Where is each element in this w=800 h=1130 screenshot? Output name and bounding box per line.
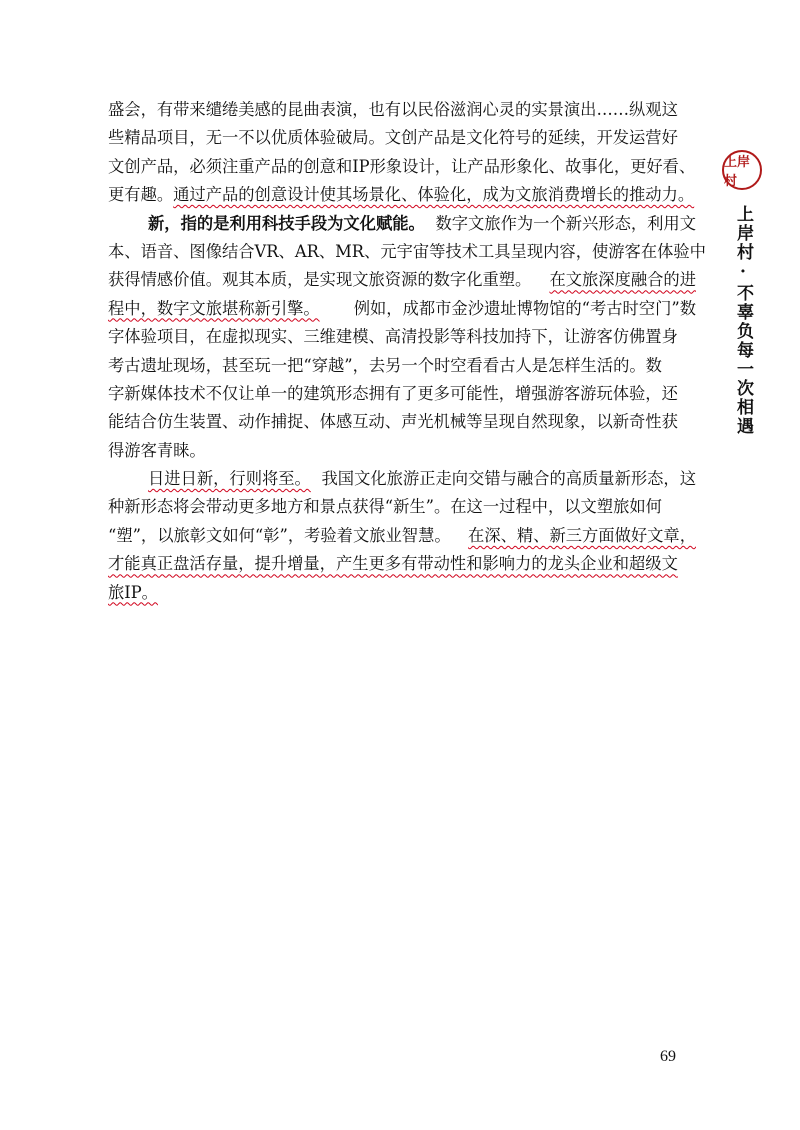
- text-line: [108, 238, 706, 266]
- text-run: 数字文旅作为一个新兴形态，利用文: [435, 213, 696, 233]
- text-line: [108, 266, 696, 294]
- text-run: 本、语音、图像结合VR、AR、MR、元宇宙等技术工具呈现内容，使游客在体验中: [108, 241, 706, 261]
- underlined-text: 在深、精、新三方面做好文章，: [468, 525, 696, 545]
- underlined-text: 日进日新，行则将至。: [148, 469, 311, 489]
- underlined-text: 通过产品的创意设计使其场景化、体验化，成为文旅消费增长的推动力。: [173, 185, 695, 205]
- text-run: 考古遗址现场，甚至玩一把“穿越”，去另一个时空看看古人是怎样生活的。数: [108, 355, 662, 375]
- logo-text: 上岸村: [724, 155, 751, 189]
- text-line: [108, 493, 696, 521]
- text-line: [108, 550, 696, 578]
- text-line: [108, 437, 696, 465]
- underlined-text: 在文旅深度融合的进: [549, 270, 696, 290]
- text-run: 种新形态将会带动更多地方和景点获得“新生”。在这一过程中，以文塑旅如何: [108, 497, 662, 517]
- text-run: 文创产品，必须注重产品的创意和IP形象设计，让产品形象化、故事化，更好看、: [108, 156, 696, 176]
- bold-heading: 新，指的是利用科技手段为文化赋能。: [148, 213, 425, 233]
- text-run: 字新媒体技术不仅让单一的建筑形态拥有了更多可能性，增强游客游玩体验，还: [108, 383, 678, 403]
- text-run: 字体验项目，在虚拟现实、三维建模、高清投影等科技加持下，让游客仿佛置身: [108, 327, 678, 347]
- text-line: [108, 579, 696, 607]
- text-run: 得游客青睐。: [108, 440, 206, 460]
- text-line: [108, 124, 696, 152]
- text-run: 盛会，有带来缱绻美感的昆曲表演，也有以民俗滋润心灵的实景演出……纵观这: [108, 100, 678, 119]
- running-title: 上岸村·不辜负每一次相遇: [733, 205, 753, 436]
- text-line: [108, 295, 696, 323]
- text-line: [108, 153, 696, 181]
- underlined-text: 才能真正盘活存量，提升增量，产生更多有带动性和影响力的龙头企业和超级文: [108, 554, 678, 574]
- text-line: [108, 323, 696, 351]
- text-run: 我国文化旅游正走向交错与融合的高质量新形态，这: [321, 469, 696, 489]
- body-text: [108, 96, 706, 607]
- text-run: 获得情感价值。观其本质，是实现文旅资源的数字化重塑。: [108, 270, 532, 290]
- text-run: “塑”，以旅彰文如何“彰”，考验着文旅业智慧。: [108, 525, 451, 545]
- text-line: [108, 408, 696, 436]
- underlined-text: 旅IP。: [108, 582, 158, 602]
- text-run: 更有趣。: [108, 185, 174, 205]
- text-line: [108, 96, 696, 124]
- text-line: [108, 181, 696, 209]
- text-run: 些精品项目，无一不以优质体验破局。文创产品是文化符号的延续，开发运营好: [108, 128, 678, 148]
- text-line: [108, 465, 696, 493]
- text-line: [108, 352, 696, 380]
- underlined-text: 程中，数字文旅堪称新引擎。: [108, 298, 320, 318]
- page-number: 69: [660, 1048, 676, 1065]
- text-run: 能结合仿生装置、动作捕捉、体感互动、声光机械等呈现自然现象，以新奇性获: [108, 412, 678, 432]
- publisher-logo: [722, 150, 762, 190]
- text-run: 例如，成都市金沙遗址博物馆的“考古时空门”数: [353, 298, 696, 318]
- text-line: [108, 210, 696, 238]
- text-line: [108, 380, 696, 408]
- text-line: [108, 522, 696, 550]
